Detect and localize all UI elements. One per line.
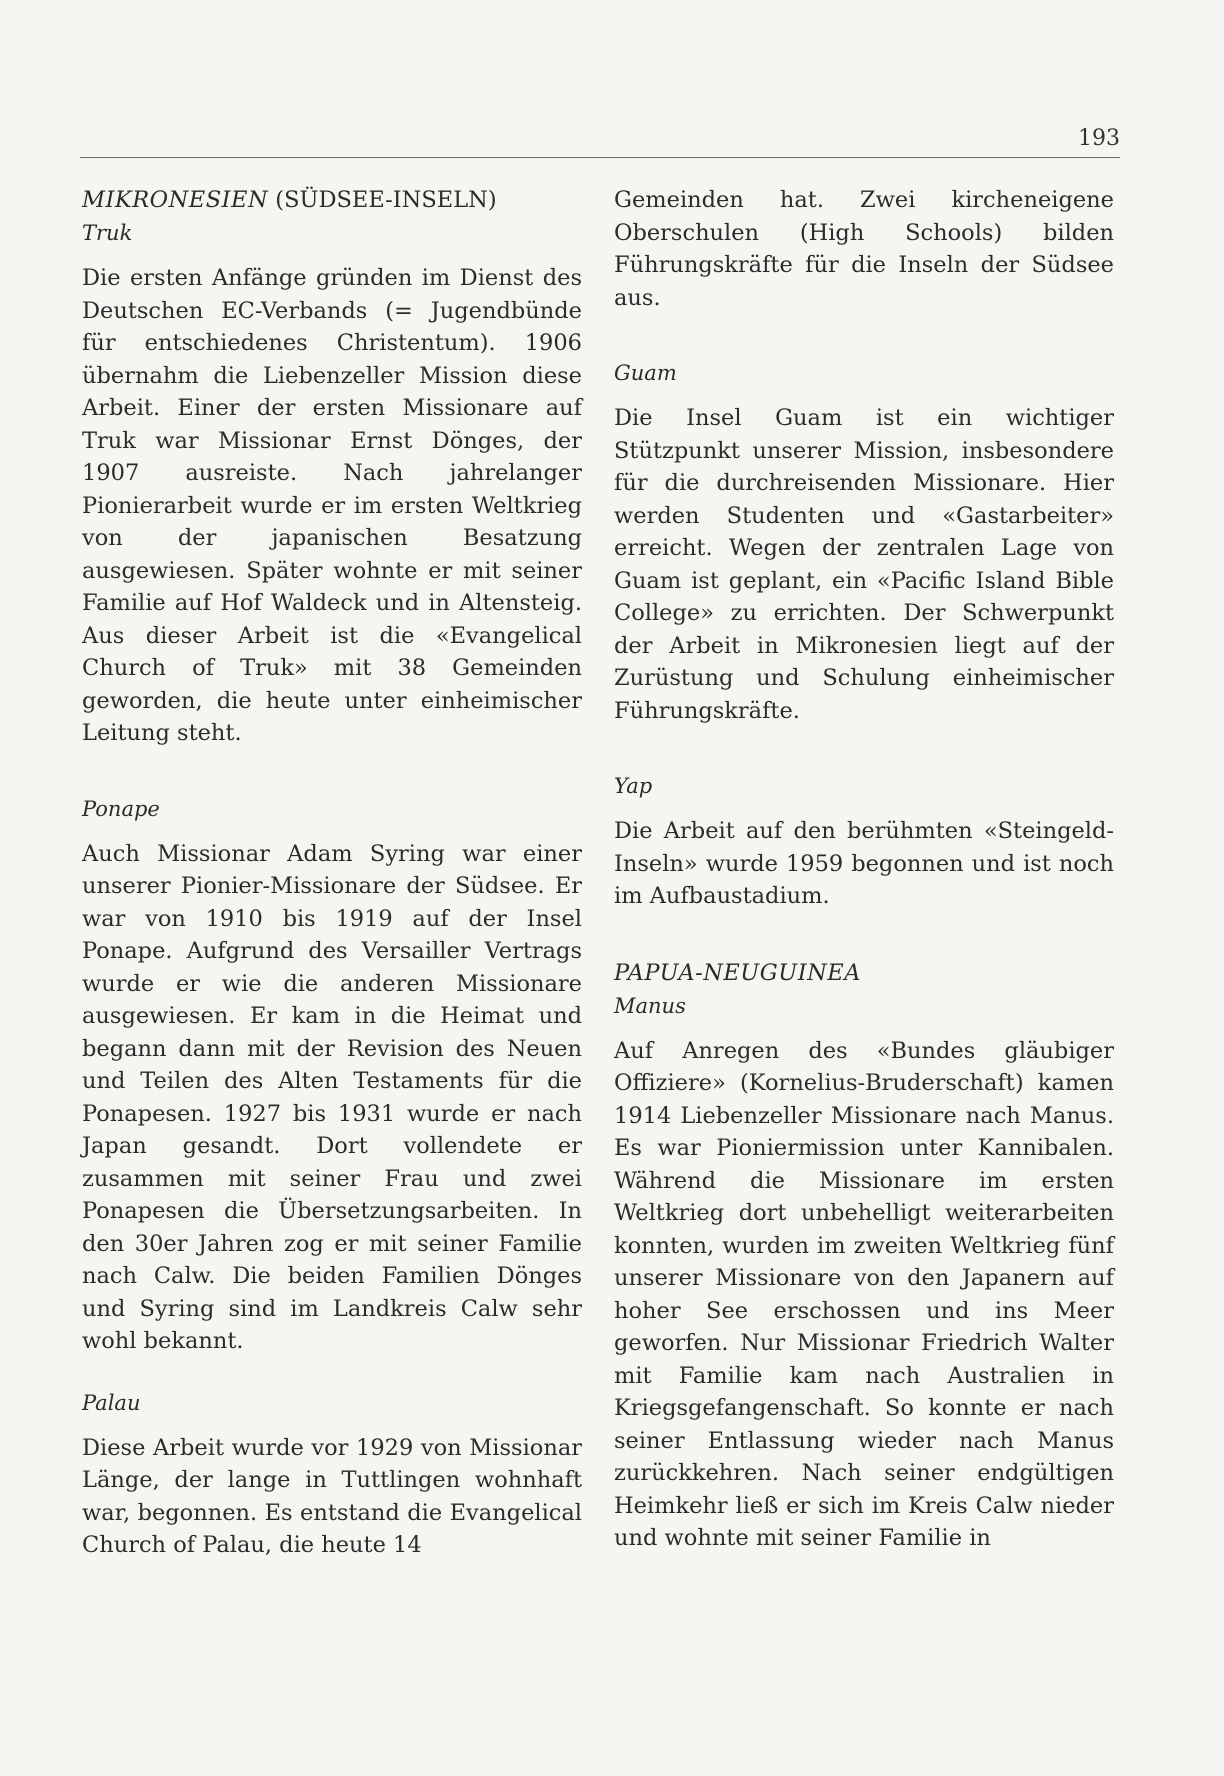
paragraph-yap: Die Arbeit auf den berühmten «Steingeld-Inseln» wurde 1959 begonnen und ist noch im Aufbaustadium. — [614, 818, 1114, 909]
paragraph-guam: Die Insel Guam ist ein wichtiger Stützpunkt unserer Mission, insbesondere für die durchreisenden Missionare. Hier werden Studenten und «Gastarbeiter» erreicht. Wegen der zentralen Lage von Guam ist geplant, ein «Pacific Island Bible College» zu errichten. Der Schwerpunkt der Arbeit in Mikronesien liegt auf der Zurüstung und Schulung einheimischer Führungskräfte. — [614, 405, 1114, 724]
subheading-manus: Manus — [614, 993, 686, 1018]
right-column — [614, 184, 1114, 1555]
subheading-palau: Palau — [82, 1390, 141, 1415]
header-rule — [80, 157, 1120, 158]
left-column — [82, 184, 582, 1562]
section-title-italic: MIKRONESIEN — [82, 187, 269, 213]
subheading-truk: Truk — [82, 221, 133, 245]
paragraph-manus: Auf Anregen des «Bundes gläubiger Offiziere» (Kornelius-Bruderschaft) kamen 1914 Liebenzeller Missionare nach Manus. Es war Pioniermission unter Kannibalen. Während die Missionare im ersten Weltkrieg dort unbehelligt weiterarbeiten konnten, wurden im zweiten Weltkrieg fünf unserer Missionare von den Japanern auf hoher See erschossen und ins Meer geworfen. Nur Missionar Friedrich Walter mit Familie kam nach Australien in Kriegsgefangenschaft. So konnte er nach seiner Entlassung wieder nach Manus zurückkehren. Nach seiner endgültigen Heimkehr ließ er sich im Kreis Calw nieder und wohnte mit seiner Familie in — [614, 1037, 1114, 1551]
paragraph-ponape: Auch Missionar Adam Syring war einer unserer Pionier-Missionare der Südsee. Er war von 1910 bis 1919 auf der Insel Ponape. Aufgrund des Versailler Vertrags wurde er wie die anderen Missionare ausgewiesen. Er kam in die Heimat und begann dann mit der Revision des Neuen und Teilen des Alten Testaments für die Ponapesen. 1927 bis 1931 wurde er nach Japan gesandt. Dort vollendete er zusammen mit seiner Frau und zwei Ponapesen die Übersetzungsarbeiten. In den 30er Jahren zog er mit seiner Familie nach Calw. Die beiden Familien Dönges und Syring sind im Landkreis Calw sehr wohl bekannt. — [82, 840, 582, 1354]
subheading-ponape: Ponape — [82, 796, 160, 821]
section-title-papua — [614, 957, 1114, 989]
paragraph-continuation: Gemeinden hat. Zwei kircheneigene Oberschulen (High Schools) bilden Führungskräfte für die Inseln der Südsee aus. — [614, 187, 1114, 311]
page-number: 193 — [1078, 126, 1120, 151]
paragraph-palau: Diese Arbeit wurde vor 1929 von Missionar Länge, der lange in Tuttlingen wohnhaft war, begonnen. Es entstand die Evangelical Church of Palau, die heute 14 — [82, 1434, 582, 1558]
section-title-papua-text: PAPUA-NEUGUINEA — [614, 959, 861, 986]
subheading-guam: Guam — [614, 361, 677, 385]
subheading-yap: Yap — [614, 774, 653, 798]
section-title-rest: (SÜDSEE-INSELN) — [268, 187, 497, 213]
section-title-mikronesien — [82, 184, 582, 216]
paragraph-truk: Die ersten Anfänge gründen im Dienst des Deutschen EC-Verbands (= Jugendbünde für entschiedenes Christentum). 1906 übernahm die Liebenzeller Mission diese Arbeit. Einer der ersten Missionare auf Truk war Missionar Ernst Dönges, der 1907 ausreiste. Nach jahrelanger Pionierarbeit wurde er im ersten Weltkrieg von der japanischen Besatzung ausgewiesen. Später wohnte er mit seiner Familie auf Hof Waldeck und in Altensteig. Aus dieser Arbeit ist die «Evangelical Church of Truk» mit 38 Gemeinden geworden, die heute unter einheimischer Leitung steht. — [82, 265, 582, 746]
